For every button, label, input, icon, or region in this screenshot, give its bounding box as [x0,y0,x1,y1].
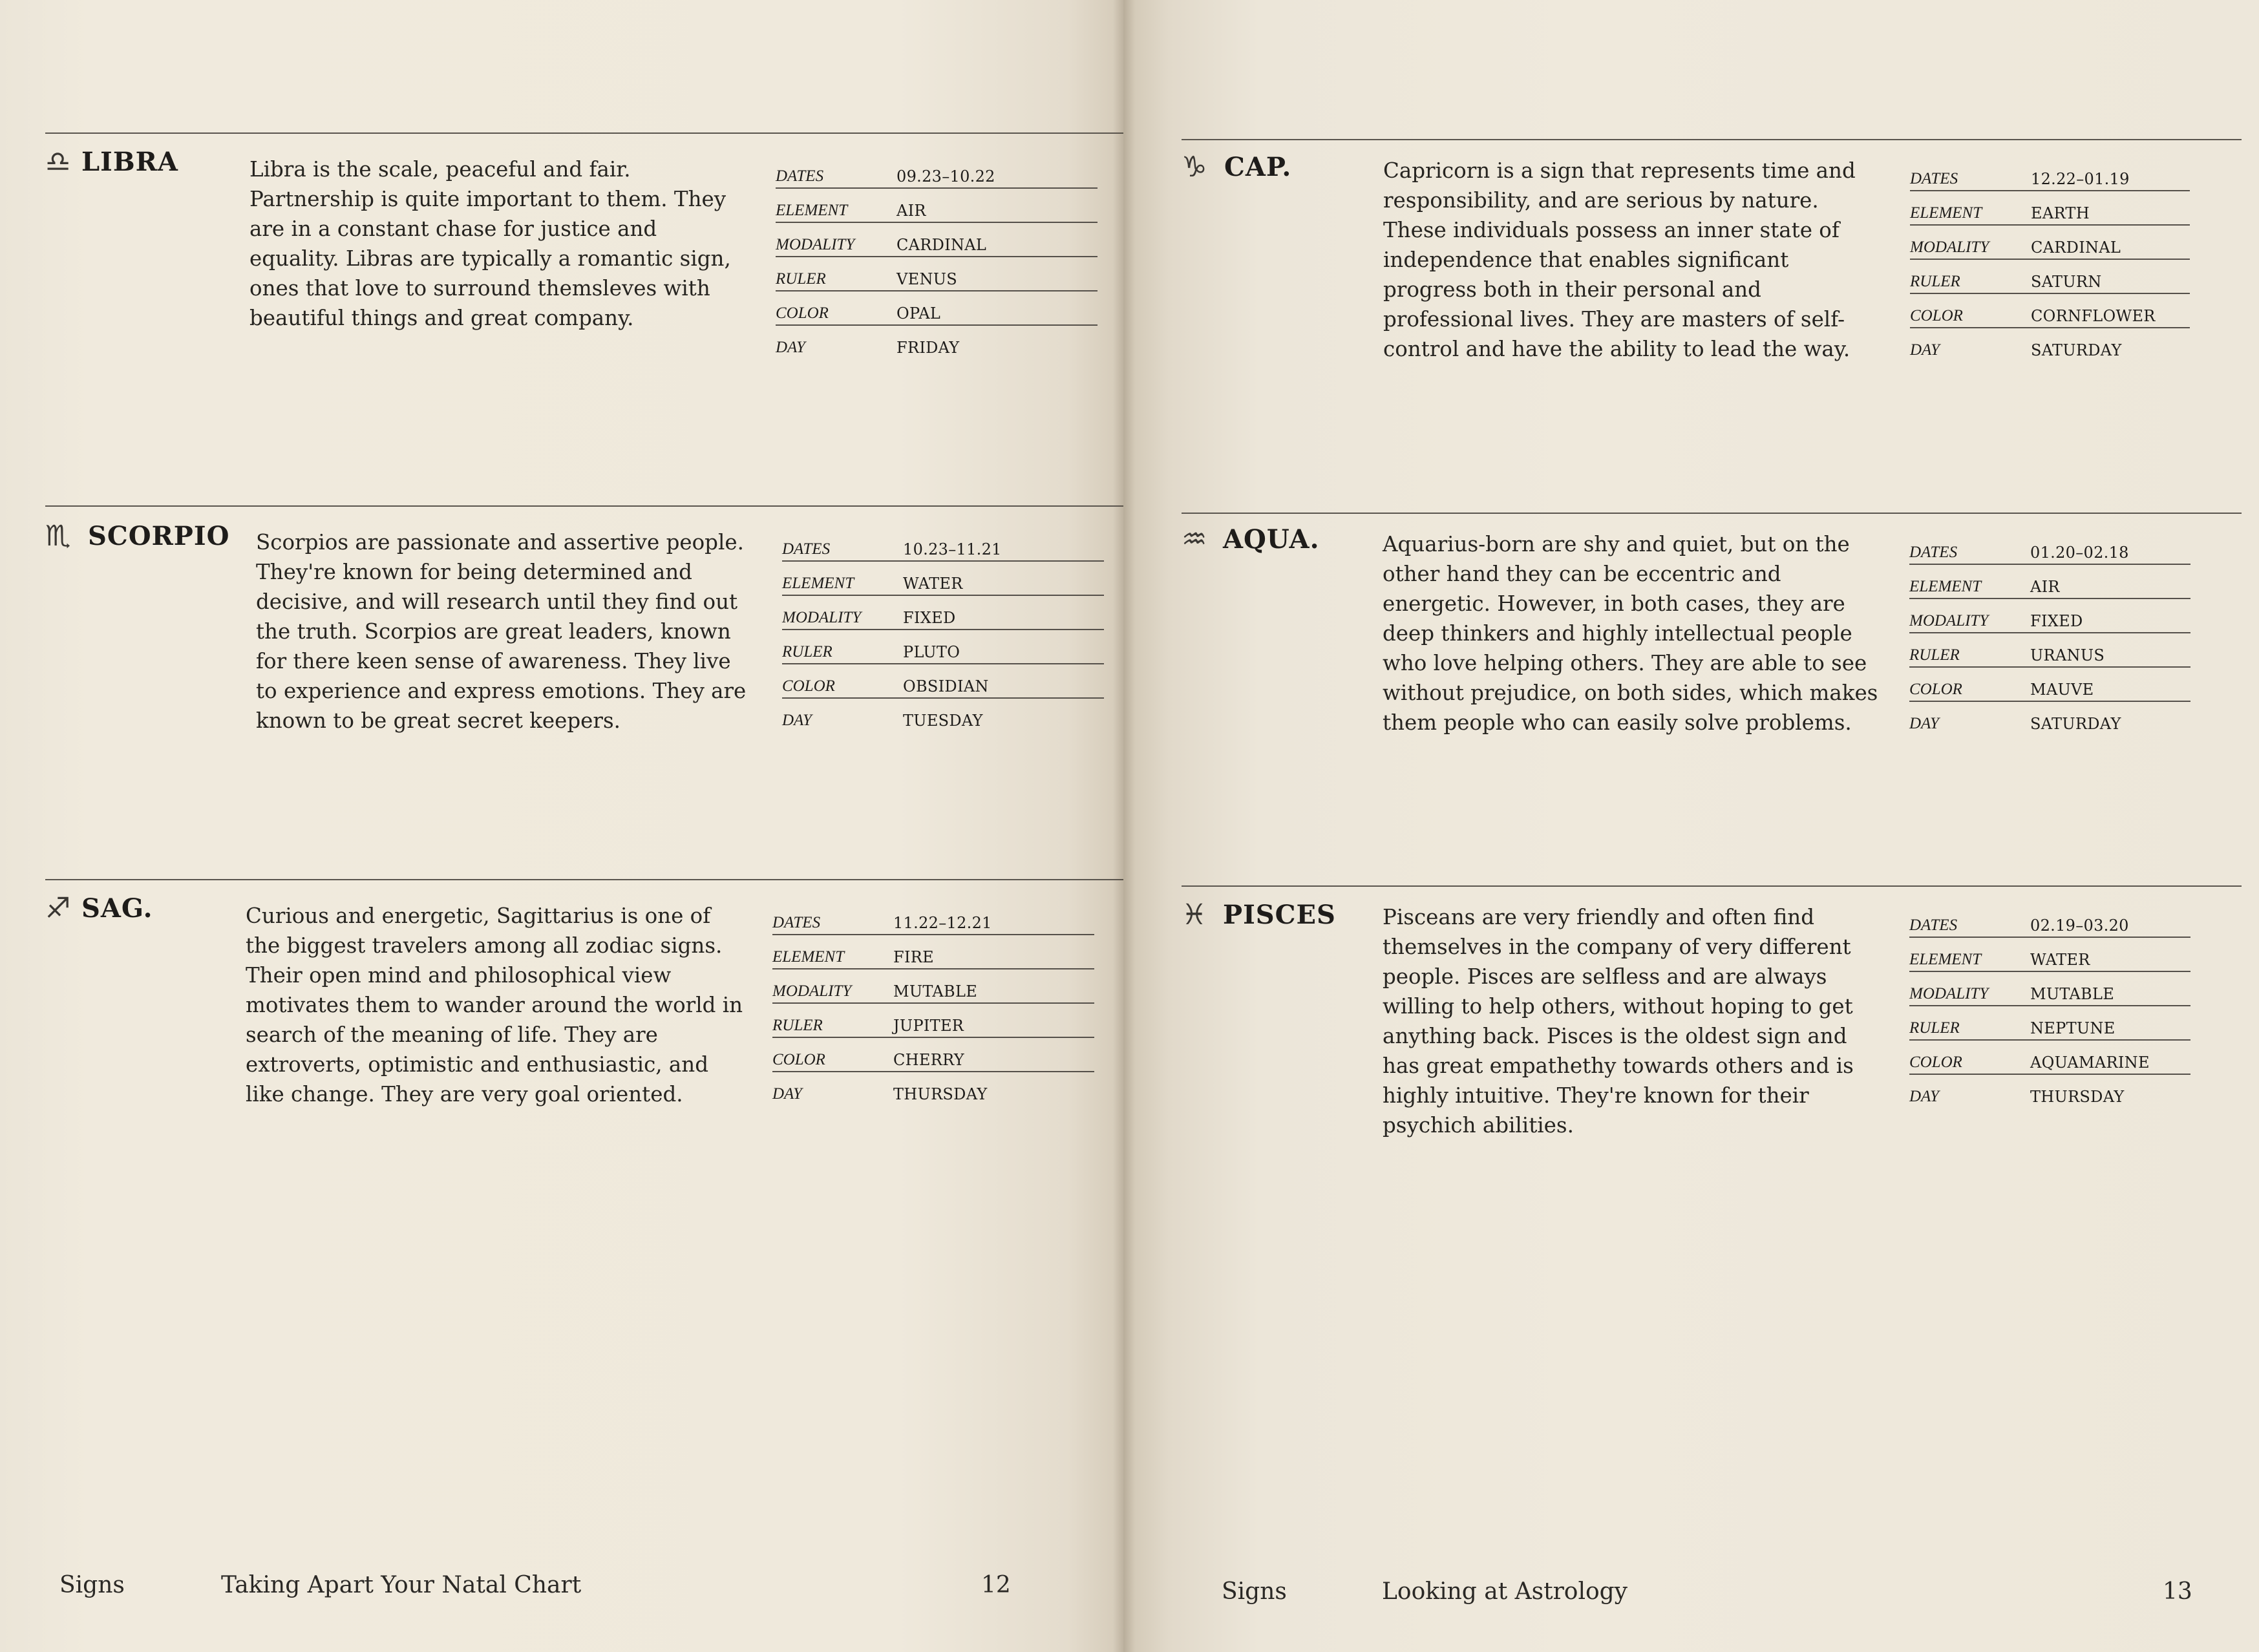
aquarius-glyph-icon: ♒ [1182,522,1207,556]
section-divider [45,879,1123,880]
property-key: DAY [1909,715,1939,732]
property-value: MUTABLE [893,969,1094,1003]
property-row [776,188,1098,222]
property-value: JUPITER [893,1003,1094,1037]
property-key: MODALITY [782,595,903,630]
property-key: DATES [772,901,893,935]
property-value: FIXED [903,595,1104,630]
property-row [1910,328,2190,361]
property-value: 12.22–01.19 [2031,157,2190,191]
property-value: CORNFLOWER [2031,293,2190,328]
sign-description: Curious and energetic, Sagittarius is one of the biggest travelers among all zodiac signs. Their open mind and philosophical view motivates them to wander around the world in search of the meaning of life. They are extroverts, optimistic and enthusiastic, and like change. They are very goal oriented. [246,904,743,1107]
sign-heading [1182,900,1336,930]
sign-properties-table [782,527,1104,732]
property-value: 10.23–11.21 [903,527,1104,561]
sign-name: AQUA. [1223,524,1320,555]
property-row [772,935,1094,969]
sign-properties-table [1909,531,2190,735]
property-value: 11.22–12.21 [893,901,1094,935]
property-value: 09.23–10.22 [896,154,1098,188]
footer-section-label: Signs [59,1572,125,1598]
property-row [1909,1040,2190,1074]
property-value: URANUS [2030,633,2190,667]
property-value: AQUAMARINE [2030,1040,2190,1074]
property-value: 01.20–02.18 [2030,531,2190,564]
sign-description: Capricorn is a sign that represents time and responsibility, and are serious by nature. These individuals possess an inner state of independence that enables significant progress both in their personal and professional lives. They are masters of self-control and have the ability to lead the way. [1383,158,1856,361]
property-key: ELEMENT [1909,564,2030,598]
property-value: VENUS [896,257,1098,291]
property-row [1910,225,2190,259]
footer-chapter-title: Taking Apart Your Natal Chart [221,1572,582,1598]
property-value: FRIDAY [896,339,960,357]
property-value: PLUTO [903,630,1104,664]
property-key: MODALITY [1909,598,2030,633]
footer-chapter-title: Looking at Astrology [1382,1578,1628,1605]
property-key: COLOR [1909,1040,2030,1074]
property-row [772,1003,1094,1037]
property-row [782,561,1104,595]
property-key: COLOR [772,1037,893,1072]
sign-section-scorpio [45,505,1123,867]
property-row [1910,191,2190,225]
property-key: DAY [1909,1088,1939,1105]
property-row [1909,531,2190,564]
sign-heading [45,893,153,924]
property-key: RULER [772,1003,893,1037]
property-row [772,1037,1094,1072]
property-key: COLOR [1910,293,2031,328]
sign-description: Pisceans are very friendly and often find themselves in the company of very different people. Pisces are selfless and are always willing to help others, without hoping to get anything back. Pisces is the oldest sign and has great empathethy towards others and is highly intuitive. They're known for their psychich abilities. [1383,905,1854,1138]
property-row [782,595,1104,630]
property-row [1909,971,2190,1006]
property-key: DATES [782,527,903,561]
property-row [776,325,1098,359]
property-key: RULER [1909,633,2030,667]
sign-properties-table [772,901,1094,1105]
property-row [1909,667,2190,701]
property-key: COLOR [782,664,903,698]
property-key: ELEMENT [772,935,893,969]
property-value: MAUVE [2030,667,2190,701]
property-row [1909,701,2190,735]
property-value: WATER [903,561,1104,595]
property-key: DATES [1909,531,2030,564]
property-value: FIRE [893,935,1094,969]
footer-section-label: Signs [1222,1578,1287,1605]
property-row [1909,633,2190,667]
property-key: ELEMENT [1909,937,2030,971]
property-key: RULER [1909,1006,2030,1040]
property-value: EARTH [2031,191,2190,225]
property-value: OBSIDIAN [903,664,1104,698]
property-value: SATURDAY [2030,715,2121,733]
property-value: MUTABLE [2030,971,2190,1006]
property-row [776,154,1098,188]
scorpio-glyph-icon: ♏ [45,519,71,553]
sign-name: LIBRA [81,147,178,177]
sign-description: Libra is the scale, peaceful and fair. Partnership is quite important to them. They are in a constant chase for justice and equality. Libras are typically a romantic sign, ones that love to surround themsleves with beautiful things and great company. [249,157,731,330]
section-divider [45,132,1123,134]
sign-properties-table [1910,157,2190,361]
property-value: SATURN [2031,259,2190,293]
property-row [1909,1074,2190,1108]
property-key: DAY [1910,341,1940,359]
sign-description: Scorpios are passionate and assertive people. They're known for being determined and decisive, and will research until they find out the truth. Scorpios are great leaders, known for there keen sense of awareness. They live to experience and express emotions. They are known to be great secret keepers. [256,530,747,733]
property-row [1909,564,2190,598]
property-row [772,969,1094,1003]
property-row [776,222,1098,257]
section-divider [45,505,1123,507]
pisces-glyph-icon: ♓ [1182,898,1207,931]
property-value: THURSDAY [893,1085,988,1103]
libra-glyph-icon: ♎ [45,145,71,178]
property-value: NEPTUNE [2030,1006,2190,1040]
property-value: CARDINAL [896,222,1098,257]
sign-properties-table [776,154,1098,359]
sign-description: Aquarius-born are shy and quiet, but on the other hand they can be eccentric and energetic. However, in both cases, they are deep thinkers and highly intellectual people who love helping others. They are able to see without prejudice, on both sides, which makes them people who can easily solve problems. [1383,532,1878,735]
page-number: 12 [981,1572,1011,1598]
property-value: 02.19–03.20 [2030,904,2190,937]
property-row [782,630,1104,664]
sign-section-aquarius [1182,513,2242,874]
sign-heading [45,521,229,551]
property-value: TUESDAY [903,712,983,730]
property-row [782,527,1104,561]
property-row [1909,598,2190,633]
property-row [1910,293,2190,328]
sign-name: SAG. [81,893,153,924]
section-divider [1182,513,2242,514]
section-divider [1182,885,2242,887]
page-number: 13 [2163,1578,2192,1605]
property-row [772,1072,1094,1105]
property-key: DATES [776,154,896,188]
property-row [1910,157,2190,191]
property-value: AIR [2030,564,2190,598]
property-key: COLOR [1909,667,2030,701]
property-value: CARDINAL [2031,225,2190,259]
property-value: WATER [2030,937,2190,971]
book-gutter [1113,0,1135,1652]
property-value: CHERRY [893,1037,1094,1072]
property-row [1910,259,2190,293]
property-key: DAY [772,1085,802,1103]
property-value: SATURDAY [2031,341,2122,359]
property-key: MODALITY [772,969,893,1003]
sign-name: CAP. [1224,152,1292,182]
property-row [782,664,1104,698]
sign-section-pisces [1182,885,2242,1247]
property-row [1909,937,2190,971]
sign-section-libra [45,132,1123,494]
property-row [776,291,1098,325]
property-key: ELEMENT [776,188,896,222]
property-row [1909,1006,2190,1040]
property-row [776,257,1098,291]
section-divider [1182,139,2242,140]
sagittarius-glyph-icon: ♐ [45,891,71,925]
property-key: ELEMENT [782,561,903,595]
property-key: MODALITY [776,222,896,257]
property-key: RULER [776,257,896,291]
property-key: MODALITY [1910,225,2031,259]
sign-section-sagittarius [45,879,1123,1241]
property-key: RULER [782,630,903,664]
property-value: AIR [896,188,1098,222]
property-value: OPAL [896,291,1098,325]
right-page [1123,0,2259,1652]
property-value: THURSDAY [2030,1088,2125,1106]
property-value: FIXED [2030,598,2190,633]
property-row [1909,904,2190,937]
sign-name: PISCES [1223,900,1336,930]
left-page [0,0,1123,1652]
sign-heading [45,147,178,177]
property-key: DAY [782,712,812,729]
sign-name: SCORPIO [88,521,230,551]
property-key: MODALITY [1909,971,2030,1006]
sign-heading [1182,524,1320,555]
capricorn-glyph-icon: ♑ [1182,150,1207,184]
property-key: DAY [776,339,805,356]
property-key: ELEMENT [1910,191,2031,225]
property-row [772,901,1094,935]
property-key: DATES [1909,904,2030,937]
property-key: RULER [1910,259,2031,293]
property-key: DATES [1910,157,2031,191]
sign-section-capricorn [1182,139,2242,501]
sign-properties-table [1909,904,2190,1108]
property-key: COLOR [776,291,896,325]
property-row [782,698,1104,732]
sign-heading [1182,152,1291,182]
